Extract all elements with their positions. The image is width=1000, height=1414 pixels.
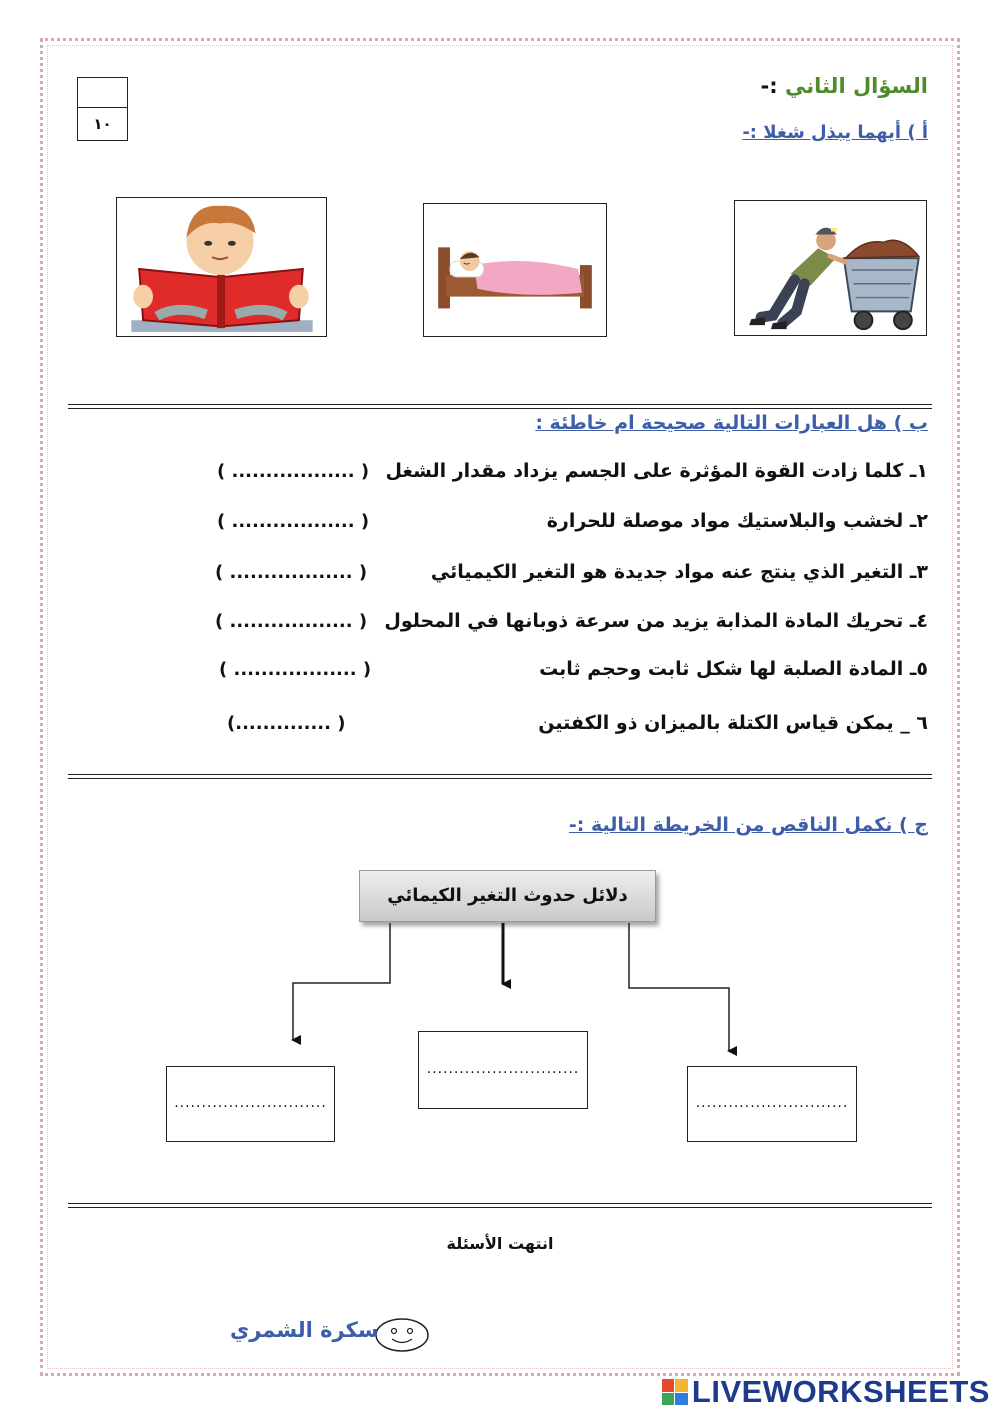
statement-1: ١ـ كلما زادت القوة المؤثرة على الجسم يزداد مقدار الشغل: [385, 460, 928, 482]
divider-1: [68, 404, 932, 409]
question-title-suffix: :-: [760, 74, 785, 98]
concept-map-title: دلائل حدوث التغير الكيمائي: [359, 870, 656, 922]
statement-2: ٢ـ لخشب والبلاستيك مواد موصلة للحرارة: [546, 510, 928, 532]
answer-2-blank[interactable]: ( .................. ): [217, 511, 370, 532]
teacher-signature: سكرة الشمري: [230, 1318, 379, 1342]
brand-text: LIVEWORKSHEETS: [691, 1374, 990, 1409]
concept-box-center[interactable]: ............................: [418, 1031, 588, 1109]
question-title-text: السؤال الثاني: [784, 74, 928, 98]
end-of-questions: انتهت الأسئلة: [446, 1234, 554, 1253]
score-total: ١٠: [93, 115, 112, 133]
section-c-title: ج ) نكمل الناقص من الخريطة التالية :-: [568, 814, 928, 836]
answer-5-blank[interactable]: ( .................. ): [219, 659, 372, 680]
score-obtained-cell: [78, 78, 127, 108]
score-box: [77, 77, 128, 141]
statement-5: ٥ـ المادة الصلبة لها شكل ثابت وحجم ثابت: [539, 658, 928, 680]
answer-1-blank[interactable]: ( .................. ): [217, 461, 370, 482]
statement-6: ٦ _ يمكن قياس الكتلة بالميزان ذو الكفتين: [538, 712, 928, 734]
liveworksheets-logo-icon: [662, 1379, 688, 1405]
answer-6-blank[interactable]: (.............. ): [227, 713, 346, 734]
liveworksheets-brand[interactable]: [662, 1374, 990, 1410]
concept-box-right[interactable]: ............................: [687, 1066, 857, 1142]
answer-4-blank[interactable]: ( .................. ): [215, 611, 368, 632]
divider-2: [68, 774, 932, 779]
statement-4: ٤ـ تحريك المادة المذابة يزيد من سرعة ذوبانها في المحلول: [384, 610, 928, 632]
child-sleeping-in-bed-image[interactable]: [423, 203, 607, 337]
answer-3-blank[interactable]: ( .................. ): [215, 562, 368, 583]
smiley-face-icon: [374, 1317, 430, 1353]
boy-reading-book-image[interactable]: [116, 197, 327, 337]
miner-pushing-cart-image[interactable]: [734, 200, 927, 336]
divider-3: [68, 1203, 932, 1208]
section-a-title: أ ) أيهما يبذل شغلا :-: [742, 122, 928, 143]
question-title: [761, 74, 928, 98]
concept-box-left[interactable]: ............................: [166, 1066, 335, 1142]
section-b-title: ب ) هل العبارات التالية صحيحة ام خاطئة :: [535, 412, 928, 434]
statement-3: ٣ـ التغير الذي ينتج عنه مواد جديدة هو التغير الكيميائي: [430, 561, 928, 583]
